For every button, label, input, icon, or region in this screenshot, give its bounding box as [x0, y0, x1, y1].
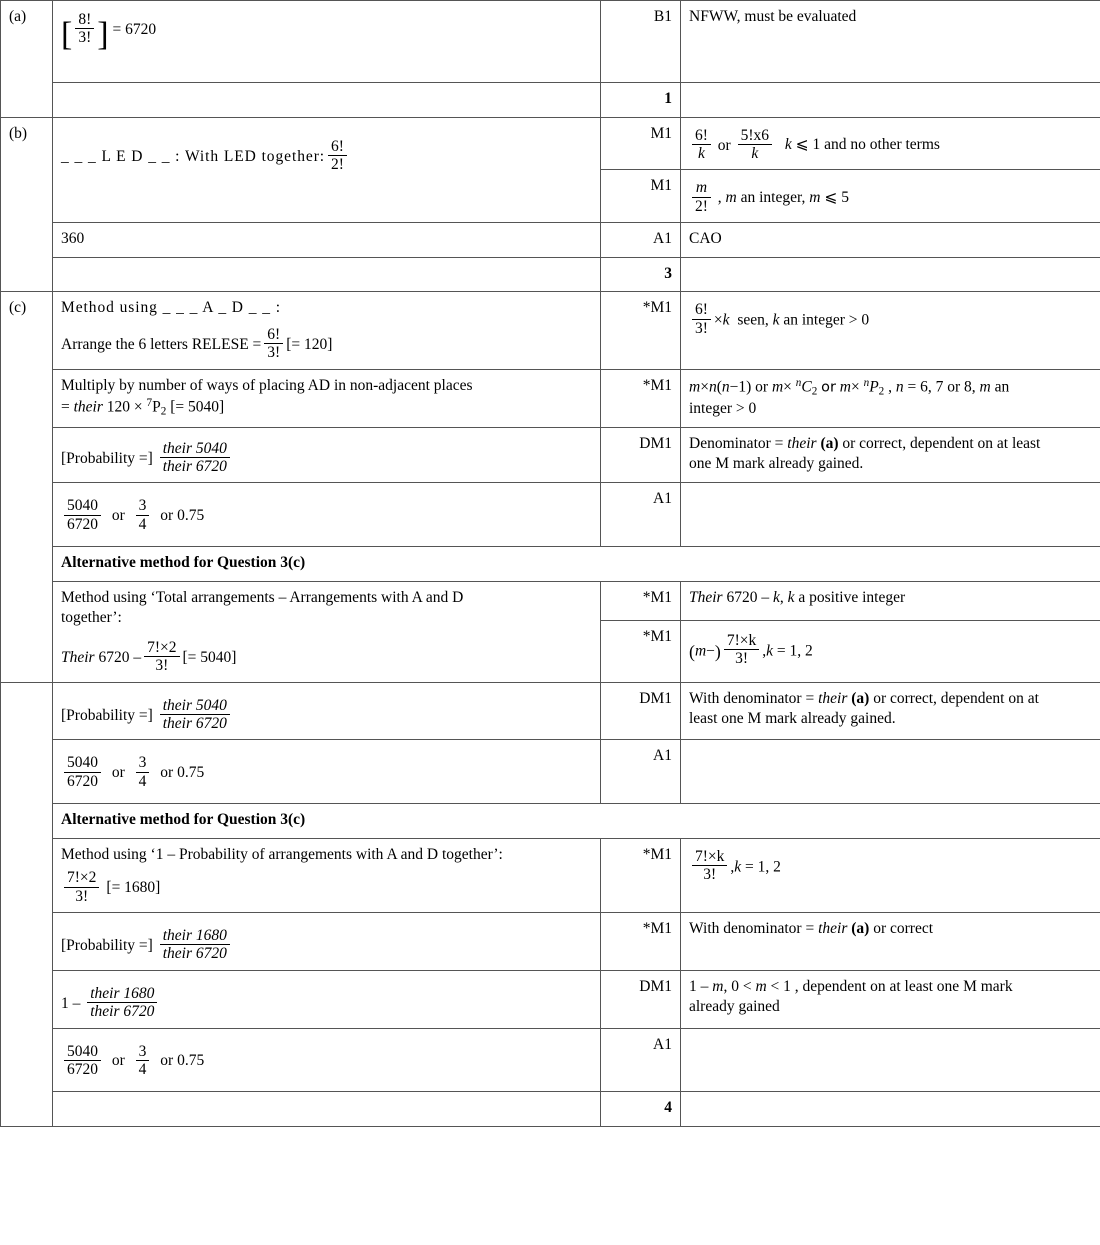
- fraction-6fact-over-3fact: [692, 301, 711, 337]
- fraction-6fact-over-3fact: [264, 326, 283, 362]
- working-c-total-blank: [53, 1092, 601, 1127]
- fraction-numerator: m: [692, 179, 711, 197]
- mark-b-m1-first: M1: [601, 117, 681, 170]
- mark-c-starm1-2: *M1: [601, 369, 681, 427]
- fraction-numerator: 6!: [328, 138, 347, 156]
- note-alt2-1: [681, 838, 1100, 912]
- note-a-total-blank: [681, 82, 1100, 117]
- fraction-denominator: 6720: [67, 1060, 98, 1078]
- note-a: NFWW, must be evaluated: [681, 1, 1100, 83]
- fraction-denominator: 2!: [695, 197, 708, 215]
- fraction-7factk-over-3fact: [724, 632, 759, 668]
- fraction-numerator: 7!×k: [724, 632, 759, 650]
- mark-alt1-a1: A1: [601, 740, 681, 804]
- fraction-denominator: 4: [138, 1060, 147, 1078]
- fraction-5040-over-6720: [64, 1043, 101, 1079]
- fraction-numerator: their 1680: [160, 927, 230, 945]
- working-alt2-prob: [53, 913, 601, 971]
- fraction-numerator: 3: [136, 497, 150, 515]
- working-alt1-prob: [53, 682, 601, 740]
- table-row: [1, 223, 1100, 258]
- mark-alt2-starm1-1: *M1: [601, 838, 681, 912]
- condition-text: , m an integer, m ⩽ 5: [717, 189, 849, 207]
- fraction-denominator: 4: [138, 515, 147, 533]
- working-b-answer: 360: [53, 223, 601, 258]
- note-c-2-line2: integer > 0: [689, 400, 757, 418]
- fraction-denominator: 3!: [703, 866, 717, 884]
- part-label-b: (b): [1, 117, 53, 292]
- fraction-numerator: 6!: [264, 326, 283, 344]
- total-a: 1: [601, 82, 681, 117]
- fraction-numerator: 7!×2: [144, 639, 179, 657]
- note-alt1-1: Their 6720 – k, k a positive integer: [681, 581, 1100, 620]
- fraction-denominator: 3!: [695, 319, 708, 337]
- working-c-m2-line1: Multiply by number of ways of placing AD in non-adjacent places: [61, 376, 473, 394]
- working-b-text: _ _ _ L E D _ _ : With LED together:: [61, 147, 326, 165]
- fraction-numerator: their 5040: [160, 697, 230, 715]
- mark-c-a1: A1: [601, 483, 681, 547]
- fraction-numerator: 5040: [64, 754, 101, 772]
- working-c-answer: [53, 483, 601, 547]
- probability-label: [Probability =]: [61, 936, 153, 954]
- working-alt2-answer: [53, 1028, 601, 1092]
- part-label-a: (a): [1, 1, 53, 118]
- table-row: [1, 581, 1100, 620]
- fraction-numerator: 5040: [64, 497, 101, 515]
- fraction-denominator: their 6720: [162, 945, 227, 963]
- alt-method-heading-1: Alternative method for Question 3(c): [53, 547, 1100, 582]
- note-b-answer: CAO: [681, 223, 1100, 258]
- mark-c-starm1-1: *M1: [601, 292, 681, 369]
- mark-c-dm1: DM1: [601, 427, 681, 483]
- table-row: [1, 804, 1100, 839]
- fraction-denominator: k: [698, 144, 705, 162]
- working-alt1: Method using ‘Total arrangements – Arrangements with A and D together’: Their 6720 – $\frac{7!\times 2}{3!}$ [= 5040]: [53, 581, 601, 682]
- mark-alt2-starm1-2: *M1: [601, 913, 681, 971]
- mark-alt1-starm1-1: *M1: [601, 581, 681, 620]
- table-row: [1, 1092, 1100, 1127]
- equals-6720: = 6720: [112, 20, 157, 38]
- table-row: [1, 740, 1100, 804]
- mark-alt1-dm1: DM1: [601, 682, 681, 740]
- table-row: [1, 913, 1100, 971]
- fraction-denominator: k: [751, 144, 759, 162]
- or-text: or: [111, 764, 125, 782]
- working-c-m1-line1: Method using _ _ _ A _ D _ _ :: [61, 299, 281, 317]
- fraction-denominator: 3!: [78, 29, 92, 47]
- working-c-prob: [53, 427, 601, 483]
- fraction-denominator: 4: [138, 772, 147, 790]
- part-label-c: (c): [1, 292, 53, 682]
- mark-a-b1: B1: [601, 1, 681, 83]
- fraction-numerator: 6!: [692, 127, 711, 145]
- table-row: [1, 970, 1100, 1028]
- fraction-m-over-2fact: [692, 179, 711, 215]
- note-c-3-line2: one M mark already gained.: [689, 455, 864, 473]
- one-minus-text: 1 –: [61, 994, 81, 1012]
- or-decimal-text: or 0.75: [160, 1052, 205, 1070]
- condition-text: ,k = 1, 2: [762, 642, 813, 660]
- working-c-m2: [53, 369, 601, 427]
- working-alt1-line1: Method using ‘Total arrangements – Arrangements with A and D: [61, 588, 464, 606]
- note-c-3-line1: Denominator = their (a) or correct, dependent on at least: [689, 434, 1041, 452]
- table-row: [1, 838, 1100, 912]
- mark-b-a1: A1: [601, 223, 681, 258]
- note-alt1-3-line1: With denominator = their (a) or correct, dependent on at: [689, 689, 1039, 707]
- working-alt2-one-minus: [53, 970, 601, 1028]
- fraction-numerator: 7!×2: [64, 869, 99, 887]
- working-c-m1-line2a: Arrange the 6 letters RELESE =: [61, 335, 262, 353]
- working-c-m1: [53, 292, 601, 369]
- table-row: [1, 547, 1100, 582]
- note-c-1: [681, 292, 1100, 369]
- note-alt2-3-line2: already gained: [689, 998, 780, 1016]
- fraction-numerator: 5040: [64, 1043, 101, 1061]
- note-b-first: $\frac{6!}{k}$ or $\frac{5!x6}{k}$ k ⩽ 1 and no other terms: [681, 117, 1100, 170]
- fraction-denominator: 6720: [67, 515, 98, 533]
- fraction-numerator: 5!x6: [738, 127, 772, 145]
- note-alt1-3: [681, 682, 1100, 740]
- mark-alt2-a1: A1: [601, 1028, 681, 1092]
- fraction-3-over-4: [136, 1043, 150, 1079]
- table-row: [1, 117, 1100, 170]
- note-c-2-line1: m×n(n−1) or $m\times ^nC_2$ or $m\times ^nP_2$ , n = 6, 7 or 8, m an: [689, 376, 1010, 398]
- fraction-5factx6-over-k: [738, 127, 772, 163]
- fraction-7factk-over-3fact: [692, 848, 727, 884]
- bracket-left-icon: [: [61, 16, 73, 54]
- fraction-numerator: 3: [136, 754, 150, 772]
- or-decimal-text: or 0.75: [160, 764, 205, 782]
- working-alt2-line1: Method using ‘1 – Probability of arrangements with A and D together’:: [61, 845, 503, 863]
- part-label-c-continued: [1, 682, 53, 1126]
- table-row: [1, 1, 1100, 83]
- fraction-denominator: 3!: [267, 344, 281, 362]
- fraction-numerator: their 1680: [87, 985, 157, 1003]
- note-alt1-3-line2: least one M mark already gained.: [689, 710, 896, 728]
- mark-alt2-dm1: DM1: [601, 970, 681, 1028]
- mark-alt1-starm1-2: *M1: [601, 620, 681, 682]
- note-alt2-2: With denominator = their (a) or correct: [681, 913, 1100, 971]
- alt-method-heading-2: Alternative method for Question 3(c): [53, 804, 1100, 839]
- fraction-denominator: their 6720: [90, 1003, 155, 1021]
- working-a-total-blank: [53, 82, 601, 117]
- probability-label: [Probability =]: [61, 706, 153, 724]
- note-c-total-blank: [681, 1092, 1100, 1127]
- fraction-5040-over-6720: [64, 754, 101, 790]
- fraction-their5040-over-their6720: [160, 697, 230, 733]
- fraction-numerator: 6!: [692, 301, 711, 319]
- condition-text: ,k = 1, 2: [730, 858, 781, 876]
- fraction-6-over-2: [328, 138, 347, 174]
- note-b-second: [681, 170, 1100, 223]
- working-alt1-answer: [53, 740, 601, 804]
- table-row: [1, 369, 1100, 427]
- table-row: [1, 427, 1100, 483]
- note-c-answer-blank: [681, 483, 1100, 547]
- working-alt1-line3b: [= 5040]: [182, 648, 237, 666]
- total-c: 4: [601, 1092, 681, 1127]
- table-row: [1, 682, 1100, 740]
- fraction-their5040-over-their6720: [160, 440, 230, 476]
- note-alt1-answer-blank: [681, 740, 1100, 804]
- total-b: 3: [601, 257, 681, 292]
- note-alt2-answer-blank: [681, 1028, 1100, 1092]
- fraction-numerator: their 5040: [160, 440, 230, 458]
- fraction-3-over-4: [136, 497, 150, 533]
- table-row: [1, 1028, 1100, 1092]
- working-b: [53, 117, 601, 222]
- fraction-numerator: 3: [136, 1043, 150, 1061]
- working-b-total-blank: [53, 257, 601, 292]
- fraction-denominator: 3!: [75, 887, 89, 905]
- bracket-right-icon: ]: [97, 16, 109, 54]
- fraction-their1680-over-their6720: [160, 927, 230, 963]
- working-c-m2-line2: = their $120 \times ^7P_2$ [= 5040]: [61, 397, 225, 418]
- probability-label: [Probability =]: [61, 449, 153, 467]
- table-row: [1, 483, 1100, 547]
- condition-text: ×k seen, k an integer > 0: [713, 311, 870, 329]
- note-c-2: [681, 369, 1100, 427]
- table-row: [1, 292, 1100, 369]
- note-alt2-3: [681, 970, 1100, 1028]
- fraction-denominator: their 6720: [162, 458, 227, 476]
- fraction-7fact2-over-3fact: [144, 639, 179, 675]
- note-alt1-2: (m−) $\frac{7!\times k}{3!}$ ,k = 1, 2: [681, 620, 1100, 682]
- or-decimal-text: or 0.75: [160, 507, 205, 525]
- working-alt2-line2b: [= 1680]: [106, 879, 161, 897]
- fraction-5040-over-6720: [64, 497, 101, 533]
- mark-b-m1-second: M1: [601, 170, 681, 223]
- table-row: [1, 257, 1100, 292]
- fraction-denominator: 3!: [735, 650, 748, 668]
- fraction-numerator: 8!: [75, 11, 94, 29]
- fraction-3-over-4: [136, 754, 150, 790]
- fraction-denominator: their 6720: [162, 715, 227, 733]
- or-text: or: [717, 136, 731, 154]
- fraction-their1680-over-their6720: [87, 985, 157, 1021]
- or-text: or: [111, 1052, 125, 1070]
- working-alt1-line2: together’:: [61, 609, 122, 627]
- or-text: or: [111, 507, 125, 525]
- fraction-8-over-3: [75, 11, 94, 47]
- fraction-6fact-over-k: [692, 127, 711, 163]
- working-alt1-line3a: Their: [61, 648, 95, 666]
- note-b-total-blank: [681, 257, 1100, 292]
- fraction-7fact2-over-3fact: [64, 869, 99, 905]
- note-alt2-3-line1: 1 – m, 0 < m < 1 , dependent on at least one M mark: [689, 977, 1013, 995]
- table-row: [1, 82, 1100, 117]
- fraction-denominator: 6720: [67, 772, 98, 790]
- fraction-denominator: 2!: [331, 155, 344, 173]
- working-alt2: [53, 838, 601, 912]
- fraction-denominator: 3!: [155, 657, 169, 675]
- working-c-m1-line2b: [= 120]: [286, 335, 333, 353]
- fraction-numerator: 7!×k: [692, 848, 727, 866]
- note-c-3: [681, 427, 1100, 483]
- working-a: [53, 1, 601, 83]
